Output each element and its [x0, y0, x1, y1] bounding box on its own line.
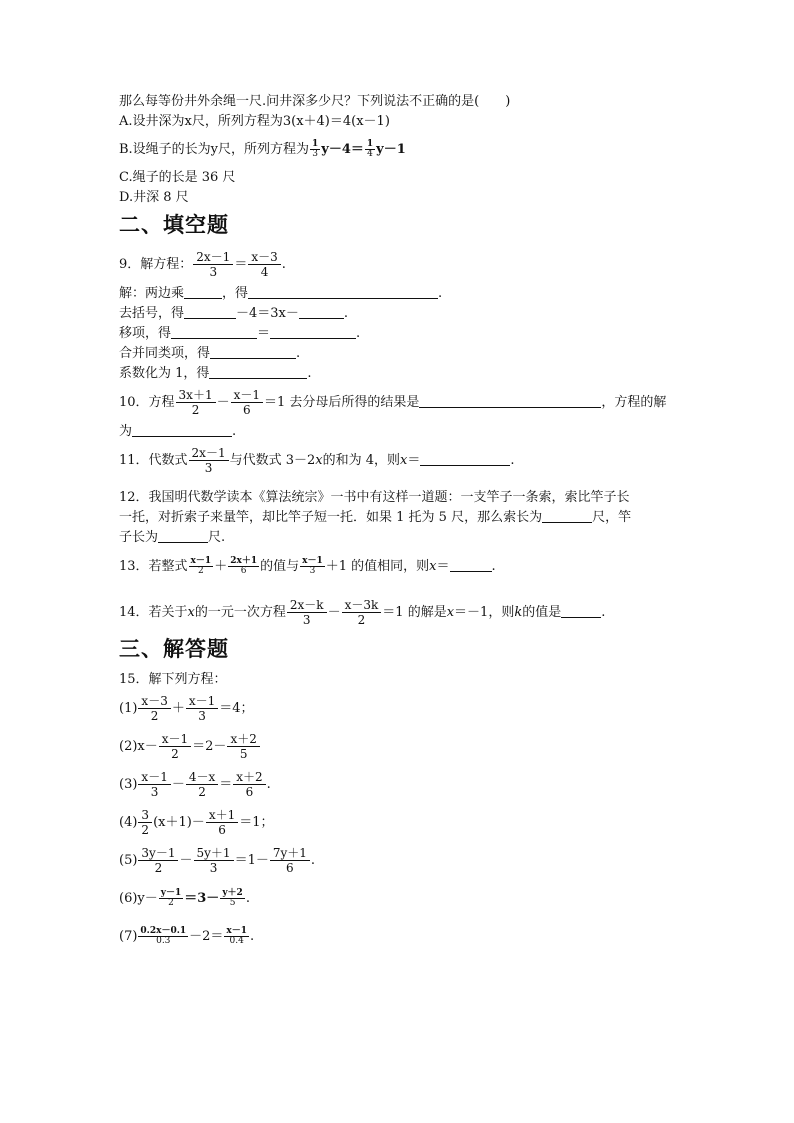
fraction: $\frac{2x-1}{3}$ [193, 250, 233, 279]
q12-line-3: 子长为 尺. [119, 530, 226, 545]
q13: 13．若整式 $\frac{x-1}{2}$ ＋ $\frac{2x+1}{6}$ 的值与 $\frac{x-1}{3}$ ＋1 的值相同，则x＝ . [119, 556, 496, 576]
q14: 14．若关于x的一元一次方程 $\frac{2x-k}{3}$ － $\frac{x-3k}{2}$ ＝1 的解是x＝－1，则k的值是 . [119, 598, 606, 627]
q8-option-b: B.设绳子的长为y尺，所列方程为 $\frac{1}{3}$ y－4＝ $\frac{1}{4}$ y－1 [119, 139, 406, 159]
q9-equation: 9．解方程： $\frac{2x-1}{3}$ ＝ $\frac{x-3}{4}$ . [119, 250, 286, 279]
q15-eq-1: (1) $\frac{x-3}{2}$ ＋ $\frac{x-1}{3}$ ＝4； [119, 694, 254, 723]
answer-blank[interactable] [561, 603, 601, 618]
answer-blank[interactable] [450, 557, 492, 572]
q15-eq-7: (7) $\frac{0.2x-0.1}{0.3}$ －2＝ $\frac{x-1}{0.4}$ . [119, 926, 255, 946]
q8-option-d: D.井深 8 尺 [119, 190, 189, 205]
fraction: $\frac{2x-1}{3}$ [189, 446, 229, 475]
fraction: $\frac{x-3k}{2}$ [342, 598, 382, 627]
q15-eq-5: (5) $\frac{3y-1}{2}$ － $\frac{5y+1}{3}$ ＝1－ $\frac{7y+1}{6}$ . [119, 846, 316, 875]
fraction: $\frac{y+2}{5}$ [222, 888, 243, 908]
q9-step-3: 移项，得 ＝ . [119, 326, 361, 341]
q9-step-5: 系数化为 1，得 . [119, 366, 312, 381]
q15-label: 15．解下列方程： [119, 672, 227, 687]
fraction: $\frac{2x+1}{6}$ [230, 556, 258, 576]
fraction: $\frac{3x+1}{2}$ [176, 388, 216, 417]
fraction: $\frac{x+2}{6}$ [233, 770, 265, 799]
fraction: $\frac{5y+1}{3}$ [194, 846, 234, 875]
fraction: $\frac{7y+1}{6}$ [270, 846, 310, 875]
fraction: $\frac{3}{2}$ [138, 808, 152, 837]
answer-blank[interactable] [210, 344, 296, 359]
answer-blank[interactable] [184, 304, 236, 319]
answer-blank[interactable] [248, 284, 438, 299]
q12-line-1: 12．我国明代数学读本《算法统宗》一书中有这样一道题：一支竿子一条索，索比竿子长 [119, 490, 630, 505]
answer-blank[interactable] [299, 304, 344, 319]
answer-blank[interactable] [132, 422, 232, 437]
section-title-solve: 三、解答题 [119, 637, 229, 661]
worksheet-page [119, 92, 679, 956]
fraction: $\frac{x-3}{4}$ [248, 250, 280, 279]
fraction: $\frac{4-x}{2}$ [186, 770, 218, 799]
fraction: $\frac{x-1}{3}$ [302, 556, 323, 576]
fraction: $\frac{x-3}{2}$ [138, 694, 170, 723]
fraction: $\frac{x-1}{3}$ [138, 770, 170, 799]
q15-eq-6: (6)y－ $\frac{y-1}{2}$ ＝3－ $\frac{y+2}{5}$ . [119, 888, 250, 908]
q10-line-2: 为 . [119, 424, 237, 439]
fraction: $\frac{0.2x-0.1}{0.3}$ [140, 926, 187, 946]
answer-blank[interactable] [209, 364, 307, 379]
q8-intro: 那么每等份井外余绳一尺.问井深多少尺？下列说法不正确的是( ) [119, 94, 511, 109]
fraction: $\frac{x-1}{2}$ [159, 732, 191, 761]
fraction: $\frac{2x-k}{3}$ [287, 598, 327, 627]
q9-step-4: 合并同类项，得 . [119, 346, 301, 361]
answer-blank[interactable] [542, 508, 592, 523]
fraction: $\frac{x-1}{6}$ [231, 388, 263, 417]
fraction: $\frac{x-1}{2}$ [190, 556, 212, 576]
fraction: $\frac{x-1}{0.4}$ [226, 926, 248, 946]
q15-eq-2: (2)x－ $\frac{x-1}{2}$ ＝2－ $\frac{x+2}{5}$ [119, 728, 679, 766]
fraction: $\frac{y-1}{2}$ [160, 888, 182, 908]
q11: 11．代数式 $\frac{2x-1}{3}$ 与代数式 3－2x的和为 4，则x＝ . [119, 446, 515, 475]
fraction: $\frac{3y-1}{2}$ [138, 846, 178, 875]
q12-line-2: 一托，对折索子来量竿，却比竿子短一托．如果 1 托为 5 尺，那么索长为 尺，竿 [119, 510, 632, 525]
answer-blank[interactable] [270, 324, 356, 339]
answer-blank[interactable] [158, 528, 208, 543]
answer-blank[interactable] [171, 324, 257, 339]
q8-option-c: C.绳子的长是 36 尺 [119, 170, 236, 185]
q9-step-2: 去括号，得 －4＝3x－ . [119, 306, 349, 321]
fraction: $\frac{x+2}{5}$ [227, 732, 259, 761]
fraction: $\frac{1}{3}$ [312, 139, 319, 159]
answer-blank[interactable] [184, 284, 222, 299]
q10-line-1: 10．方程 $\frac{3x+1}{2}$ － $\frac{x-1}{6}$ ＝1 去分母后所得的结果是 ，方程的解 [119, 388, 667, 417]
answer-blank[interactable] [420, 451, 510, 466]
answer-blank[interactable] [419, 393, 601, 408]
fraction: $\frac{x+1}{6}$ [206, 808, 238, 837]
fraction: $\frac{1}{4}$ [366, 139, 374, 159]
q15-eq-3: (3) $\frac{x-1}{3}$ － $\frac{4-x}{2}$ ＝ $\frac{x+2}{6}$ . [119, 770, 271, 799]
q15-eq-4: (4) $\frac{3}{2}$ (x＋1)－ $\frac{x+1}{6}$ ＝1； [119, 808, 274, 837]
section-title-fill-in: 二、填空题 [119, 213, 229, 237]
q9-step-1: 解：两边乘 ，得 . [119, 286, 443, 301]
q8-option-a: A.设井深为x尺，所列方程为3(x＋4)＝4(x－1) [119, 114, 390, 129]
fraction: $\frac{x-1}{3}$ [186, 694, 218, 723]
